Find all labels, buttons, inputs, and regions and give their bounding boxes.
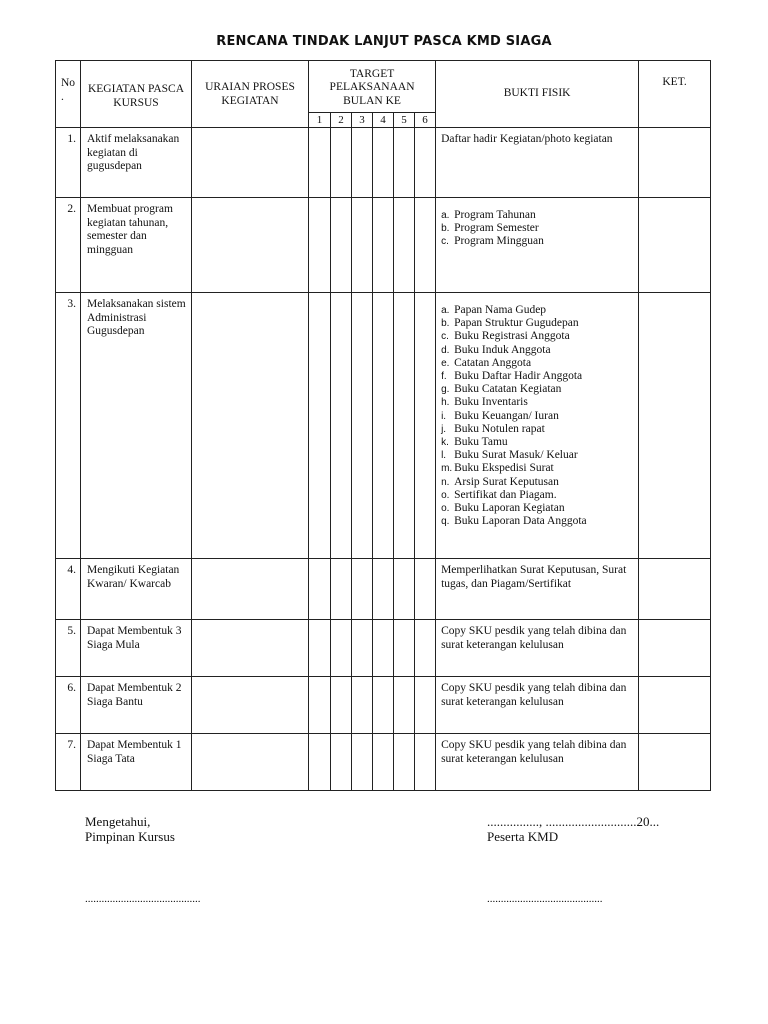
- bukti-list-item: [441, 476, 636, 489]
- month-cell: [415, 128, 436, 198]
- month-cell: [373, 293, 394, 559]
- bukti-list-item: [441, 304, 636, 317]
- bukti-item-text: Arsip Surat Keputusan: [454, 475, 559, 488]
- table-row: [56, 677, 711, 734]
- bukti-item-text: Buku Tamu: [454, 436, 508, 449]
- header-target: TARGET PELAKSANAAN BULAN KE: [309, 61, 436, 113]
- month-cell: [309, 198, 331, 293]
- month-cell: [373, 620, 394, 677]
- bukti-list-item: [441, 449, 636, 462]
- month-cell: [394, 293, 415, 559]
- month-cell: [352, 734, 373, 791]
- kegiatan-cell: Membuat program kegiatan tahunan, semester dan mingguan: [81, 198, 192, 293]
- row-number: 2.: [56, 198, 81, 293]
- bukti-list-item: [441, 209, 636, 222]
- month-cell: [394, 198, 415, 293]
- month-cell: [331, 128, 352, 198]
- bukti-item-text: Buku Notulen rapat: [454, 422, 545, 435]
- bukti-item-text: Buku Ekspedisi Surat: [454, 462, 554, 475]
- bukti-item-text: Buku Laporan Data Anggota: [454, 515, 587, 528]
- bukti-item-text: Program Semester: [454, 222, 539, 235]
- uraian-cell: [192, 198, 309, 293]
- header-uraian: URAIAN PROSES KEGIATAN: [192, 61, 309, 128]
- bukti-item-letter: f.: [441, 371, 447, 383]
- ket-cell: [639, 734, 711, 791]
- signature-left-line1: Mengetahui,: [85, 814, 151, 829]
- ket-cell: [639, 620, 711, 677]
- month-cell: [309, 734, 331, 791]
- bukti-list: [441, 304, 636, 528]
- signature-right-dots: ..........................................: [487, 893, 603, 905]
- header-month: 1: [309, 113, 331, 128]
- month-cell: [309, 677, 331, 734]
- uraian-cell: [192, 620, 309, 677]
- table-row: [56, 620, 711, 677]
- month-cell: [309, 559, 331, 620]
- month-cell: [331, 620, 352, 677]
- month-cell: [309, 293, 331, 559]
- bukti-list-item: [441, 370, 636, 383]
- bukti-item-letter: q.: [441, 516, 450, 528]
- bukti-item-text: Program Mingguan: [454, 235, 544, 248]
- month-cell: [352, 293, 373, 559]
- bukti-list-item: [441, 383, 636, 396]
- month-cell: [394, 677, 415, 734]
- ket-cell: [639, 198, 711, 293]
- header-month: 3: [352, 113, 373, 128]
- kegiatan-cell: Aktif melaksanakan kegiatan di gugusdepan: [81, 128, 192, 198]
- bukti-item-text: Catatan Anggota: [454, 356, 532, 369]
- bukti-item-text: Program Tahunan: [454, 209, 536, 221]
- row-number: 3.: [56, 293, 81, 559]
- row-number: 1.: [56, 128, 81, 198]
- signature-right-line2: Peserta KMD: [487, 829, 559, 844]
- row-number: 5.: [56, 620, 81, 677]
- kegiatan-cell: Melaksanakan sistem Administrasi Gugusdepan: [81, 293, 192, 559]
- month-cell: [373, 198, 394, 293]
- bukti-item-letter: b.: [441, 318, 450, 330]
- table-row: [56, 293, 711, 559]
- bukti-item-letter: o.: [441, 503, 450, 515]
- bukti-item-letter: c.: [441, 236, 449, 248]
- month-cell: [394, 128, 415, 198]
- row-number: 6.: [56, 677, 81, 734]
- month-cell: [309, 128, 331, 198]
- bukti-list-item: [441, 235, 636, 248]
- bukti-fisik-cell: Daftar hadir Kegiatan/photo kegiatan: [436, 128, 639, 198]
- bukti-item-letter: b.: [441, 223, 450, 235]
- header-ket: KET.: [639, 61, 711, 128]
- signature-right-line1: ................, ............................20...: [487, 814, 660, 829]
- row-number: 4.: [56, 559, 81, 620]
- header-kegiatan: KEGIATAN PASCA KURSUS: [81, 61, 192, 128]
- bukti-fisik-cell: Memperlihatkan Surat Keputusan, Surat tugas, dan Piagam/Sertifikat: [436, 559, 639, 620]
- month-cell: [352, 620, 373, 677]
- month-cell: [373, 734, 394, 791]
- month-cell: [415, 559, 436, 620]
- uraian-cell: [192, 293, 309, 559]
- bukti-list-item: [441, 489, 636, 502]
- signature-right: [487, 814, 659, 844]
- bukti-fisik-cell: Copy SKU pesdik yang telah dibina dan surat keterangan kelulusan: [436, 734, 639, 791]
- uraian-cell: [192, 128, 309, 198]
- month-cell: [373, 559, 394, 620]
- bukti-list-item: [441, 436, 636, 449]
- header-month: 6: [415, 113, 436, 128]
- bukti-list-item: [441, 317, 636, 330]
- ket-cell: [639, 677, 711, 734]
- bukti-item-text: Buku Laporan Kegiatan: [454, 502, 565, 515]
- month-cell: [331, 293, 352, 559]
- month-cell: [415, 293, 436, 559]
- bukti-list-item: [441, 330, 636, 343]
- bukti-item-letter: a.: [441, 210, 450, 221]
- month-cell: [331, 198, 352, 293]
- bukti-list-item: [441, 396, 636, 409]
- month-cell: [394, 734, 415, 791]
- bukti-item-letter: m.: [441, 463, 453, 475]
- header-row: [56, 61, 711, 113]
- month-cell: [352, 198, 373, 293]
- kegiatan-cell: Mengikuti Kegiatan Kwaran/ Kwarcab: [81, 559, 192, 620]
- bukti-item-letter: n.: [441, 476, 450, 488]
- bukti-fisik-cell: Copy SKU pesdik yang telah dibina dan surat keterangan kelulusan: [436, 677, 639, 734]
- bukti-fisik-cell: [436, 293, 639, 559]
- bukti-item-letter: j.: [441, 423, 447, 435]
- bukti-item-letter: a.: [441, 305, 450, 316]
- kegiatan-cell: Dapat Membentuk 1 Siaga Tata: [81, 734, 192, 791]
- bukti-list-item: [441, 502, 636, 515]
- bukti-item-text: Buku Surat Masuk/ Keluar: [454, 449, 578, 462]
- bukti-list-item: [441, 357, 636, 370]
- header-month: 2: [331, 113, 352, 128]
- bukti-item-letter: g.: [441, 384, 450, 396]
- bukti-item-text: Buku Registrasi Anggota: [454, 330, 570, 343]
- bukti-fisik-cell: [436, 198, 639, 293]
- month-cell: [331, 677, 352, 734]
- header-bukti-fisik: BUKTI FISIK: [436, 61, 639, 128]
- month-cell: [415, 620, 436, 677]
- table-body: [56, 128, 711, 791]
- ket-cell: [639, 128, 711, 198]
- document-title: RENCANA TINDAK LANJUT PASCA KMD SIAGA: [216, 34, 552, 49]
- month-cell: [415, 734, 436, 791]
- row-number: 7.: [56, 734, 81, 791]
- bukti-item-letter: e.: [441, 357, 450, 369]
- month-cell: [352, 128, 373, 198]
- month-cell: [373, 128, 394, 198]
- month-cell: [309, 620, 331, 677]
- bukti-item-letter: h.: [441, 397, 450, 409]
- ket-cell: [639, 559, 711, 620]
- bukti-item-text: Buku Keuangan/ Iuran: [454, 409, 559, 422]
- ket-cell: [639, 293, 711, 559]
- bukti-item-text: Papan Struktur Gugudepan: [454, 317, 579, 330]
- month-cell: [415, 677, 436, 734]
- uraian-cell: [192, 677, 309, 734]
- bukti-list-item: [441, 410, 636, 423]
- month-cell: [415, 198, 436, 293]
- bukti-list-item: [441, 222, 636, 235]
- bukti-item-letter: d.: [441, 344, 450, 356]
- bukti-fisik-cell: Copy SKU pesdik yang telah dibina dan surat keterangan kelulusan: [436, 620, 639, 677]
- header-month: 4: [373, 113, 394, 128]
- table-row: [56, 559, 711, 620]
- signature-left: [85, 814, 175, 844]
- bukti-item-text: Sertifikat dan Piagam.: [454, 488, 557, 501]
- bukti-item-letter: i.: [441, 410, 447, 422]
- bukti-item-text: Buku Inventaris: [454, 396, 528, 409]
- table-row: [56, 128, 711, 198]
- rtl-table: [55, 60, 711, 791]
- header-no: No .: [56, 61, 81, 128]
- bukti-list-item: [441, 515, 636, 528]
- signature-left-dots: ..........................................: [85, 893, 201, 905]
- month-cell: [352, 677, 373, 734]
- bukti-item-letter: l.: [441, 450, 447, 462]
- uraian-cell: [192, 559, 309, 620]
- kegiatan-cell: Dapat Membentuk 2 Siaga Bantu: [81, 677, 192, 734]
- bukti-item-text: Buku Catatan Kegiatan: [454, 383, 562, 396]
- bukti-list-item: [441, 344, 636, 357]
- table-row: [56, 198, 711, 293]
- bukti-list-item: [441, 423, 636, 436]
- bukti-item-letter: k.: [441, 437, 449, 449]
- uraian-cell: [192, 734, 309, 791]
- bukti-item-letter: c.: [441, 331, 449, 343]
- header-month: 5: [394, 113, 415, 128]
- table-row: [56, 734, 711, 791]
- bukti-item-text: Papan Nama Gudep: [454, 304, 547, 316]
- month-cell: [394, 620, 415, 677]
- month-cell: [331, 559, 352, 620]
- kegiatan-cell: Dapat Membentuk 3 Siaga Mula: [81, 620, 192, 677]
- bukti-item-letter: o.: [441, 489, 450, 501]
- bukti-list: [441, 209, 636, 249]
- bukti-item-text: Buku Induk Anggota: [454, 343, 551, 356]
- bukti-list-item: [441, 462, 636, 475]
- month-cell: [331, 734, 352, 791]
- signature-left-line2: Pimpinan Kursus: [85, 829, 175, 844]
- month-cell: [352, 559, 373, 620]
- month-cell: [373, 677, 394, 734]
- bukti-item-text: Buku Daftar Hadir Anggota: [454, 370, 583, 383]
- month-cell: [394, 559, 415, 620]
